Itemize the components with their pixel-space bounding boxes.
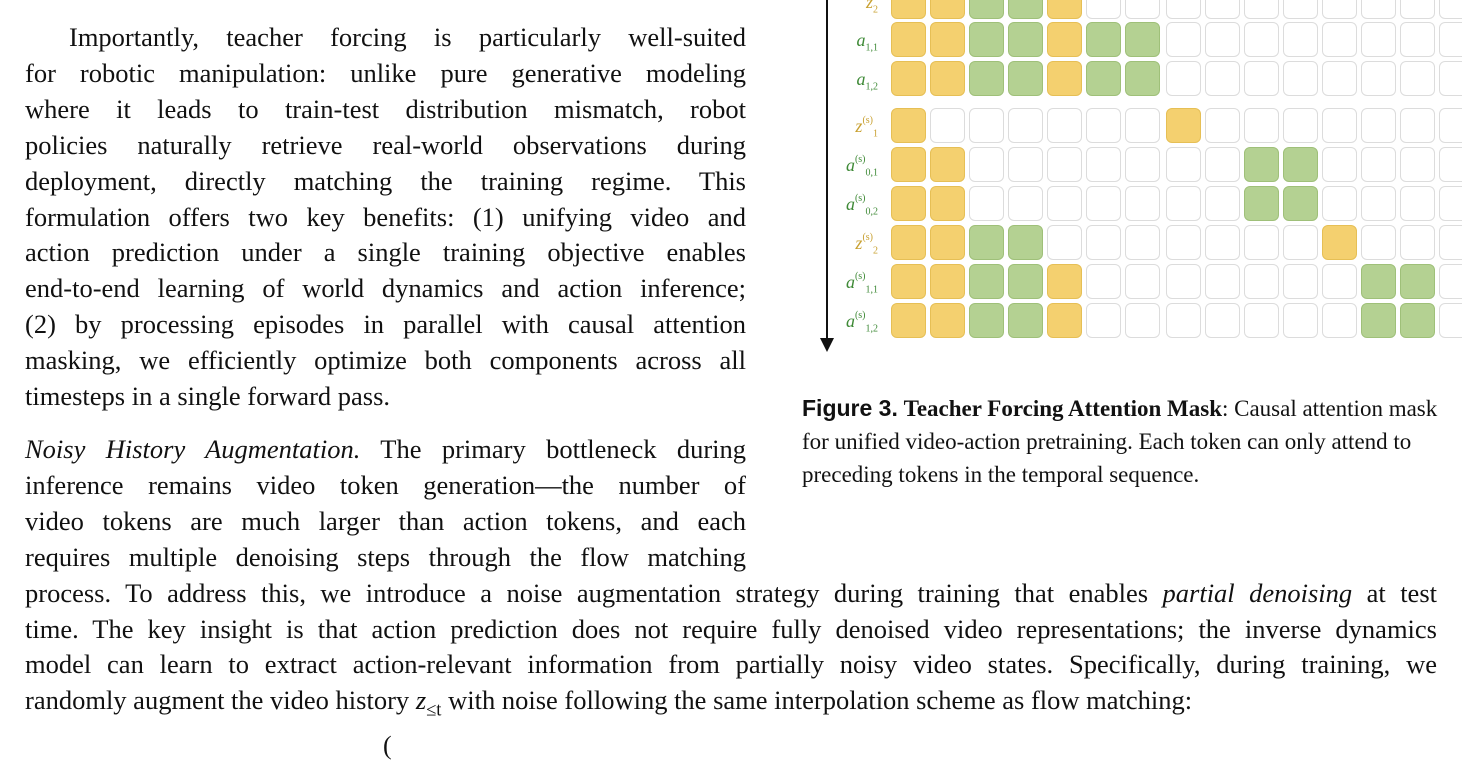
mask-cell [1283, 108, 1318, 143]
mask-cell [1322, 225, 1357, 260]
mask-cell [969, 108, 1004, 143]
mask-cell [1244, 147, 1279, 182]
mask-cell [1244, 303, 1279, 338]
row-label-a-1-2: $a_{1,2}$ [856, 69, 878, 93]
mask-cell [1322, 147, 1357, 182]
mask-cell [930, 22, 965, 57]
mask-cell [1283, 303, 1318, 338]
mask-cell [1205, 108, 1240, 143]
mask-cell [1361, 303, 1396, 338]
mask-cell [1400, 108, 1435, 143]
mask-cell [1244, 61, 1279, 96]
mask-cell [1400, 264, 1435, 299]
mask-cell [1166, 108, 1201, 143]
mask-cell [1166, 147, 1201, 182]
mask-cell [1047, 108, 1082, 143]
mask-cell [1047, 264, 1082, 299]
mask-cell [1205, 61, 1240, 96]
mask-cell [1205, 186, 1240, 221]
text-line: model can learn to extract action-relevant information from partially noisy video states. Specifically, during training, we [25, 649, 1437, 680]
mask-cell [1166, 186, 1201, 221]
mask-cell [1322, 0, 1357, 19]
mask-cell [1400, 22, 1435, 57]
mask-cell [1439, 61, 1462, 96]
mask-cell [969, 303, 1004, 338]
figure-caption [802, 392, 1442, 491]
text-line: (2) by processing episodes in parallel with causal attention [25, 309, 746, 340]
mask-cell [1322, 22, 1357, 57]
mask-cell [1125, 303, 1160, 338]
text-line: video tokens are much larger than action tokens, and each [25, 505, 746, 536]
mask-cell [1283, 61, 1318, 96]
mask-cell [891, 0, 926, 19]
text-line: end-to-end learning of world dynamics and action inference; [25, 273, 746, 304]
row-label-z-2-s: $z^{(s)}_2$ [855, 232, 878, 257]
mask-cell [891, 186, 926, 221]
mask-cell [1086, 22, 1121, 57]
mask-cell [1047, 303, 1082, 338]
mask-cell [1361, 147, 1396, 182]
mask-cell [1086, 61, 1121, 96]
text-line: process. To address this, we introduce a noise augmentation strategy during training that enables partial denoising at test [25, 577, 1437, 608]
text-line: inference remains video token generation—the number of [25, 469, 746, 500]
mask-cell [1244, 225, 1279, 260]
paragraph-teacher-forcing [25, 20, 746, 415]
mask-cell [1047, 0, 1082, 19]
mask-cell [930, 225, 965, 260]
mask-cell [930, 147, 965, 182]
mask-cell [891, 147, 926, 182]
text-line: for robotic manipulation: unlike pure generative modeling [25, 57, 746, 88]
row-label-a-1-1: $a_{1,1}$ [856, 30, 878, 54]
mask-cell [1283, 0, 1318, 19]
mask-cell [1439, 303, 1462, 338]
mask-cell [1400, 61, 1435, 96]
mask-cell [1008, 0, 1043, 19]
mask-cell [1361, 61, 1396, 96]
mask-cell [1439, 0, 1462, 19]
mask-cell [1439, 225, 1462, 260]
mask-cell [1008, 22, 1043, 57]
row-label-z-1-s: $z^{(s)}_1$ [855, 115, 878, 140]
mask-cell [1125, 225, 1160, 260]
mask-cell [1008, 147, 1043, 182]
text-line: action prediction under a single training objective enables [25, 237, 746, 268]
mask-cell [1361, 186, 1396, 221]
text-line: Noisy History Augmentation. The primary bottleneck during [25, 434, 747, 464]
mask-cell [1008, 108, 1043, 143]
mask-cell [1283, 225, 1318, 260]
mask-cell [1205, 0, 1240, 19]
mask-cell [1047, 186, 1082, 221]
mask-cell [1008, 303, 1043, 338]
mask-cell [1125, 61, 1160, 96]
mask-cell [1400, 186, 1435, 221]
mask-cell [1361, 0, 1396, 19]
mask-cell [930, 61, 965, 96]
mask-cell [891, 61, 926, 96]
mask-cell [1244, 0, 1279, 19]
mask-cell [1047, 147, 1082, 182]
mask-cell [1205, 22, 1240, 57]
mask-cell [969, 225, 1004, 260]
mask-cell [1166, 61, 1201, 96]
figure-title: Teacher Forcing Attention Mask [903, 396, 1222, 421]
mask-cell [1361, 108, 1396, 143]
mask-cell [1205, 264, 1240, 299]
paragraph-noisy-history [25, 432, 746, 576]
mask-cell [930, 108, 965, 143]
time-axis-arrow [826, 0, 828, 342]
mask-cell [1008, 61, 1043, 96]
row-label-a-0-2-s: $a^{(s)}_{0,2}$ [845, 193, 878, 218]
mask-cell [1086, 225, 1121, 260]
paragraph-heading: Noisy History Augmentation. [25, 434, 361, 464]
text-line: timesteps in a single forward pass. [25, 381, 391, 412]
mask-cell [1361, 264, 1396, 299]
mask-cell [1166, 264, 1201, 299]
text-line: where it leads to train-test distribution mismatch, robot [25, 93, 746, 124]
text-line: requires multiple denoising steps through the flow matching [25, 541, 746, 572]
mask-cell [1166, 303, 1201, 338]
mask-cell [1008, 186, 1043, 221]
mask-cell [1166, 22, 1201, 57]
mask-cell [1244, 108, 1279, 143]
mask-cell [1361, 225, 1396, 260]
mask-cell [1439, 264, 1462, 299]
mask-cell [1047, 61, 1082, 96]
text-line: formulation offers two key benefits: (1) unifying video and [25, 201, 746, 232]
mask-cell [1244, 264, 1279, 299]
mask-cell [1244, 186, 1279, 221]
figure-label: Figure 3. [802, 395, 898, 421]
caption-text: : Causal attention mask for unified video-action pretraining. Each token can only attend to preceding tokens in the temporal sequence. [802, 396, 1438, 487]
mask-cell [1361, 22, 1396, 57]
mask-cell [1400, 225, 1435, 260]
mask-cell [1283, 186, 1318, 221]
mask-cell [891, 225, 926, 260]
mask-cell [891, 264, 926, 299]
equation-brace: ( [383, 731, 392, 760]
attention-mask-figure [800, 0, 1440, 360]
mask-cell [1400, 0, 1435, 19]
mask-cell [1086, 108, 1121, 143]
mask-cell [1400, 147, 1435, 182]
text-line: time. The key insight is that action prediction does not require fully denoised video representations; the inverse dynamics [25, 613, 1437, 644]
mask-cell [1283, 147, 1318, 182]
mask-cell [1439, 186, 1462, 221]
paragraph-noisy-history-continued [25, 576, 1437, 720]
mask-cell [1439, 147, 1462, 182]
mask-cell [1125, 186, 1160, 221]
text-line: deployment, directly matching the training regime. This [25, 165, 746, 196]
text-line: randomly augment the video history $z_{\le t}$ with noise following the same interpolation scheme as flow matching: [25, 685, 1193, 721]
mask-cell [1205, 147, 1240, 182]
row-label-z-2: $z_2$ [865, 0, 878, 16]
mask-cell [1008, 264, 1043, 299]
mask-cell [930, 0, 965, 19]
row-label-a-1-1-s: $a^{(s)}_{1,1}$ [845, 271, 878, 296]
mask-cell [1125, 22, 1160, 57]
mask-cell [969, 186, 1004, 221]
mask-cell [1283, 264, 1318, 299]
mask-cell [969, 147, 1004, 182]
mask-cell [1125, 0, 1160, 19]
mask-cell [1439, 108, 1462, 143]
mask-cell [1047, 225, 1082, 260]
mask-cell [891, 303, 926, 338]
mask-cell [1086, 264, 1121, 299]
mask-cell [1125, 147, 1160, 182]
mask-cell [1086, 303, 1121, 338]
mask-cell [1205, 303, 1240, 338]
mask-cell [1086, 0, 1121, 19]
mask-cell [1205, 225, 1240, 260]
mask-cell [1322, 61, 1357, 96]
mask-cell [930, 264, 965, 299]
text-line: masking, we efficiently optimize both components across all [25, 345, 746, 376]
mask-cell [1322, 186, 1357, 221]
row-label-a-0-1-s: $a^{(s)}_{0,1}$ [845, 154, 878, 179]
mask-cell [969, 22, 1004, 57]
mask-cell [1439, 22, 1462, 57]
mask-cell [1086, 186, 1121, 221]
text-line: Importantly, teacher forcing is particularly well-suited [69, 22, 746, 52]
mask-cell [1244, 22, 1279, 57]
mask-cell [969, 264, 1004, 299]
mask-cell [1125, 108, 1160, 143]
mask-cell [1322, 108, 1357, 143]
text-line: policies naturally retrieve real-world observations during [25, 129, 746, 160]
mask-cell [1166, 0, 1201, 19]
mask-cell [930, 303, 965, 338]
mask-cell [891, 22, 926, 57]
mask-cell [1283, 22, 1318, 57]
mask-cell [1166, 225, 1201, 260]
mask-cell [1322, 264, 1357, 299]
mask-cell [1086, 147, 1121, 182]
mask-cell [1008, 225, 1043, 260]
mask-cell [1400, 303, 1435, 338]
mask-cell [1125, 264, 1160, 299]
mask-cell [969, 0, 1004, 19]
mask-cell [1322, 303, 1357, 338]
arrow-head-icon [820, 338, 834, 352]
math-z-history: $z_{\le t}$ [415, 685, 442, 721]
mask-cell [891, 108, 926, 143]
row-label-a-1-2-s: $a^{(s)}_{1,2}$ [845, 310, 878, 335]
mask-cell [1047, 22, 1082, 57]
mask-cell [930, 186, 965, 221]
mask-cell [969, 61, 1004, 96]
